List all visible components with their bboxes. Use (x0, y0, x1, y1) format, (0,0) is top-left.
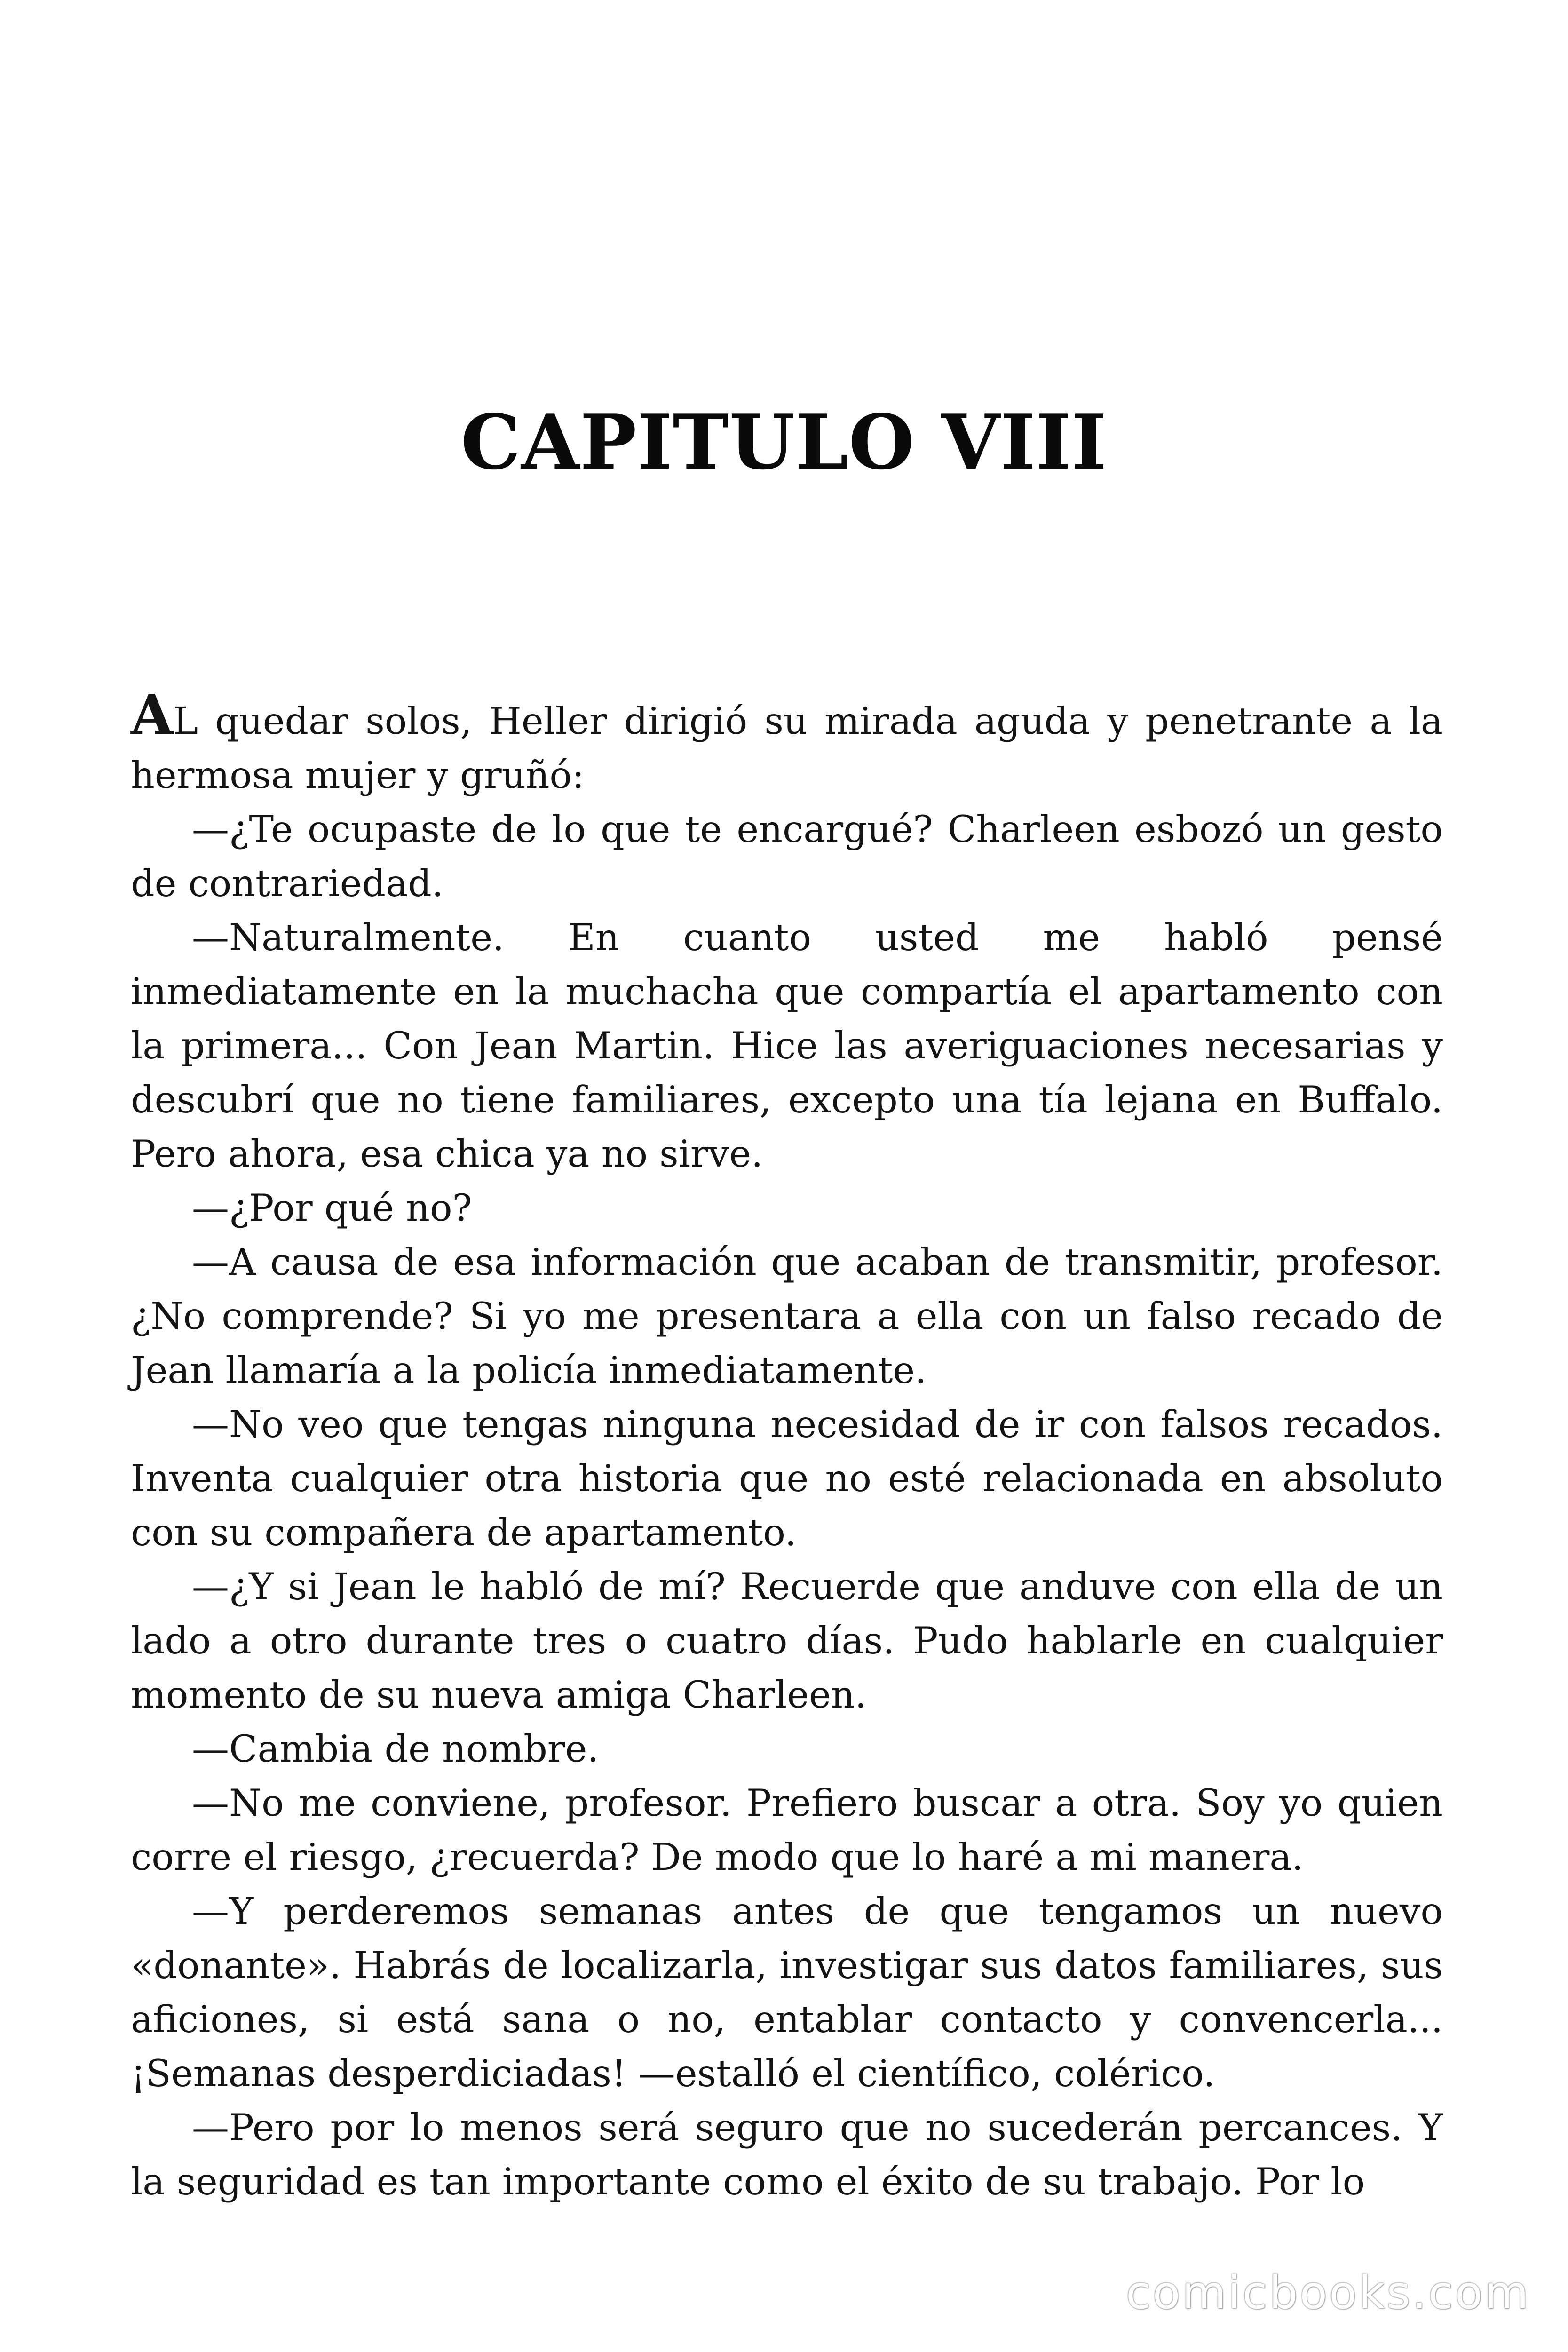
paragraph-10: —Y perderemos semanas antes de que tengamos un nuevo «donante». Habrás de localizarla, investigar sus datos familiares, sus aficiones, si está sana o no, entablar contacto y convencerla... ¡Semanas desperdiciadas! —estalló el científico, colérico. (131, 1890, 1443, 2095)
chapter-title: CAPITULO VIII (460, 398, 1108, 486)
paragraph-5: —A causa de esa información que acaban de transmitir, profesor. ¿No comprende? Si yo me presentara a ella con un falso recado de Jean llamaría a la policía inmediatamente. (131, 1240, 1443, 1392)
paragraph-1-text: quedar solos, Heller dirigió su mirada aguda y penetrante a la hermosa mujer y gruñó: (131, 699, 1443, 797)
paragraph-9: —No me conviene, profesor. Prefiero buscar a otra. Soy yo quien corre el riesgo, ¿recuerda? De modo que lo haré a mi manera. (131, 1781, 1443, 1879)
site-watermark: comicbooks.com (1125, 2266, 1530, 2319)
paragraph-2: —¿Te ocupaste de lo que te encargué? Charleen esbozó un gesto de contrariedad. (131, 808, 1443, 905)
paragraph-8: —Cambia de nombre. (192, 1727, 599, 1771)
drop-cap-continuation: L (173, 699, 198, 743)
paragraph-11: —Pero por lo menos será seguro que no sucederán percances. Y la seguridad es tan importante como el éxito de su trabajo. Por lo (131, 2106, 1443, 2203)
paragraph-1 (131, 683, 1443, 803)
paragraph-6: —No veo que tengas ninguna necesidad de ir con falsos recados. Inventa cualquier otra historia que no esté relacionada en absoluto con su compañera de apartamento. (131, 1403, 1443, 1554)
paragraph-7: —¿Y si Jean le habló de mí? Recuerde que anduve con ella de un lado a otro durante tres o cuatro días. Pudo hablarle en cualquier momento de su nueva amiga Charleen. (131, 1565, 1443, 1716)
drop-cap: A (131, 683, 174, 747)
paragraph-3: —Naturalmente. En cuanto usted me habló pensé inmediatamente en la muchacha que compartía el apartamento con la primera... Con Jean Martin. Hice las averiguaciones necesarias y descubrí que no tiene familiares, excepto una tía lejana en Buffalo. Pero ahora, esa chica ya no sirve. (131, 916, 1443, 1176)
chapter-body (131, 683, 1443, 2209)
paragraph-4: —¿Por qué no? (192, 1186, 472, 1230)
